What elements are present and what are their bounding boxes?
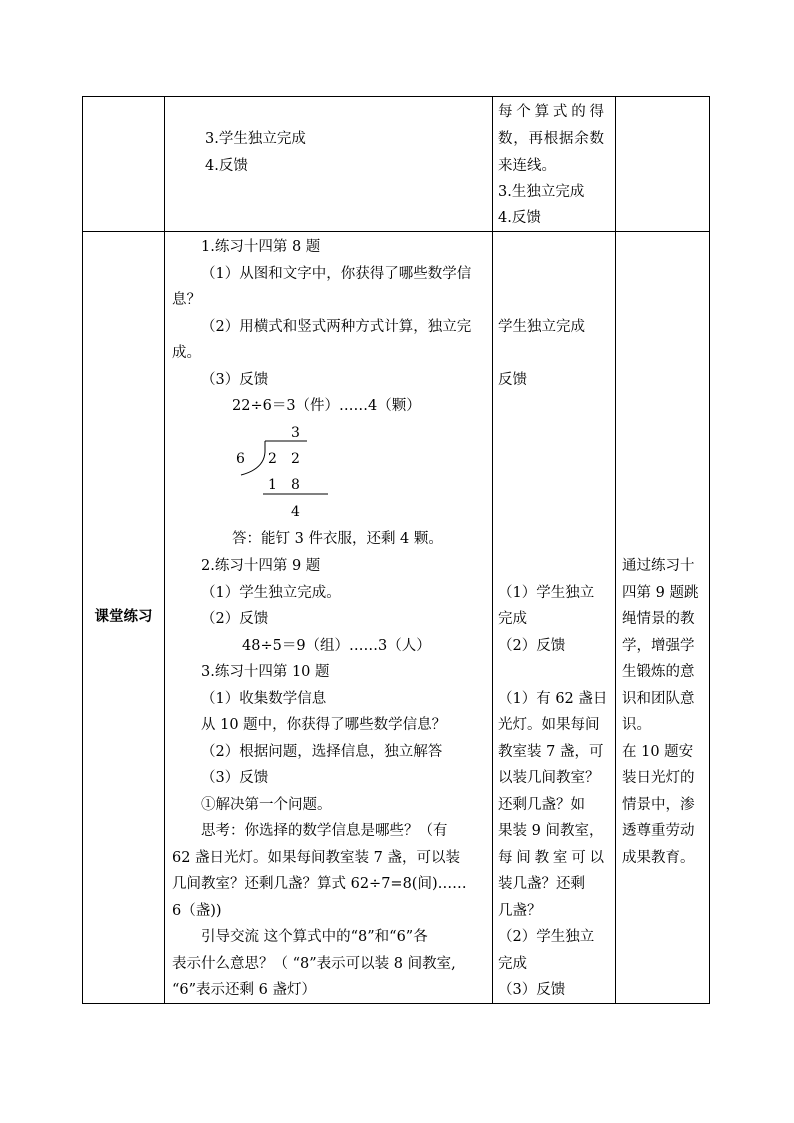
exercise-8-question-2: （2）用横式和竖式两种方式计算，独立完 — [201, 319, 472, 335]
guide-line: “6”表示还剩 6 盏灯） — [172, 982, 316, 998]
product-digit: 1 — [268, 477, 277, 493]
think-line: 6（盏)) — [172, 903, 222, 919]
student-ex10-line: （1）有 62 盏日 — [498, 691, 608, 707]
exercise-8-question-1: （1）从图和文字中，你获得了哪些数学信 — [201, 266, 472, 282]
lesson-table — [82, 96, 710, 1004]
student-ex10-line: 教室装 7 盏，可 — [498, 744, 604, 760]
exercise-10-question-2: （2）根据问题，选择信息，独立解答 — [201, 744, 443, 760]
student-ex10-line: 还剩几盏？如 — [498, 797, 585, 813]
dividend-digit: 2 — [291, 451, 300, 467]
top-student-line: 数，再根据余数 — [498, 131, 604, 147]
top-student-line: 3.生独立完成 — [498, 184, 585, 200]
exercise-9-feedback: （2）反馈 — [201, 611, 269, 627]
column-divider — [615, 97, 616, 1003]
exercise-8-question-2-cont: 成。 — [172, 345, 201, 361]
exercise-8-title: 1.练习十四第 8 题 — [201, 239, 321, 255]
exercise-8-equation: 22÷6＝3（件）……4（颗） — [232, 398, 421, 414]
divisor: 6 — [236, 451, 245, 467]
long-division — [233, 422, 343, 522]
section-label: 课堂练习 — [94, 609, 153, 625]
intent-line: 透尊重劳动 — [622, 823, 695, 839]
quotient: 3 — [291, 425, 300, 441]
column-divider — [164, 97, 165, 1003]
intent-line: 装日光灯的 — [622, 770, 695, 786]
exercise-8-answer: 答：能钉 3 件衣服，还剩 4 颗。 — [232, 531, 443, 547]
product-digit: 8 — [291, 477, 300, 493]
exercise-9-question-1: （1）学生独立完成。 — [201, 585, 341, 601]
row-divider — [83, 231, 709, 232]
student-ex10-q2-line: （2）学生独立 — [498, 929, 595, 945]
intent-line: 在 10 题安 — [622, 744, 694, 760]
intent-line: 情景中，渗 — [622, 797, 695, 813]
student-ex9-line: 完成 — [498, 611, 527, 627]
think-line: 几间教室？还剩几盏？算式 62÷7=8(间)…… — [172, 876, 467, 892]
student-ex10-line: 光灯。如果每间 — [498, 717, 600, 733]
student-ex10-feedback: （3）反馈 — [498, 982, 566, 998]
exercise-10-question-1: （1）收集数学信息 — [201, 691, 327, 707]
top-process-line: 4.反馈 — [205, 158, 248, 174]
intent-line: 四第 9 题跳 — [622, 585, 699, 601]
dividend-digit: 2 — [268, 451, 277, 467]
intent-line: 生锻炼的意 — [622, 664, 695, 680]
top-student-line: 来连线。 — [498, 158, 556, 174]
top-student-line: 4.反馈 — [498, 210, 541, 226]
think-line: 62 盏日光灯。如果每间教室装 7 盏，可以装 — [172, 850, 461, 866]
student-ex10-line: 每间教室可以 — [498, 850, 604, 866]
exercise-8-feedback: （3）反馈 — [201, 372, 269, 388]
think-line: 思考：你选择的数学信息是哪些？（有 — [201, 823, 448, 839]
intent-line: 识。 — [622, 717, 651, 733]
intent-line: 学，增强学 — [622, 638, 695, 654]
exercise-9-equation: 48÷5＝9（组）……3（人） — [242, 638, 431, 654]
student-ex9-line: （2）反馈 — [498, 638, 566, 654]
student-ex10-line: 以装几间教室？ — [498, 770, 600, 786]
top-process-line: 3.学生独立完成 — [205, 131, 306, 147]
exercise-10-title: 3.练习十四第 10 题 — [201, 664, 330, 680]
student-ex10-line: 果装 9 间教室， — [498, 823, 604, 839]
student-ex10-line: 几盏？ — [498, 903, 542, 919]
student-ex10-line: 装几盏？还剩 — [498, 876, 585, 892]
guide-line: 引导交流 这个算式中的“8”和“6”各 — [201, 929, 428, 945]
exercise-10-question-1-detail: 从 10 题中，你获得了哪些数学信息？ — [201, 717, 447, 733]
guide-line: 表示什么意思？（ “8”表示可以装 8 间教室, — [172, 956, 456, 972]
intent-line: 成果教育。 — [622, 850, 695, 866]
remainder: 4 — [291, 504, 300, 520]
intent-line: 绳情景的教 — [622, 611, 695, 627]
student-independent: 学生独立完成 — [498, 319, 585, 335]
column-divider — [492, 97, 493, 1003]
top-student-line: 每个算式的得 — [498, 104, 604, 120]
student-feedback: 反馈 — [498, 372, 527, 388]
exercise-10-sub-question: ①解决第一个问题。 — [201, 797, 332, 813]
student-ex10-q2-line: 完成 — [498, 956, 527, 972]
exercise-8-question-1-cont: 息？ — [172, 292, 201, 308]
intent-line: 识和团队意 — [622, 691, 695, 707]
student-ex9-line: （1）学生独立 — [498, 585, 595, 601]
exercise-9-title: 2.练习十四第 9 题 — [201, 558, 321, 574]
exercise-10-feedback: （3）反馈 — [201, 770, 269, 786]
intent-line: 通过练习十 — [622, 558, 695, 574]
